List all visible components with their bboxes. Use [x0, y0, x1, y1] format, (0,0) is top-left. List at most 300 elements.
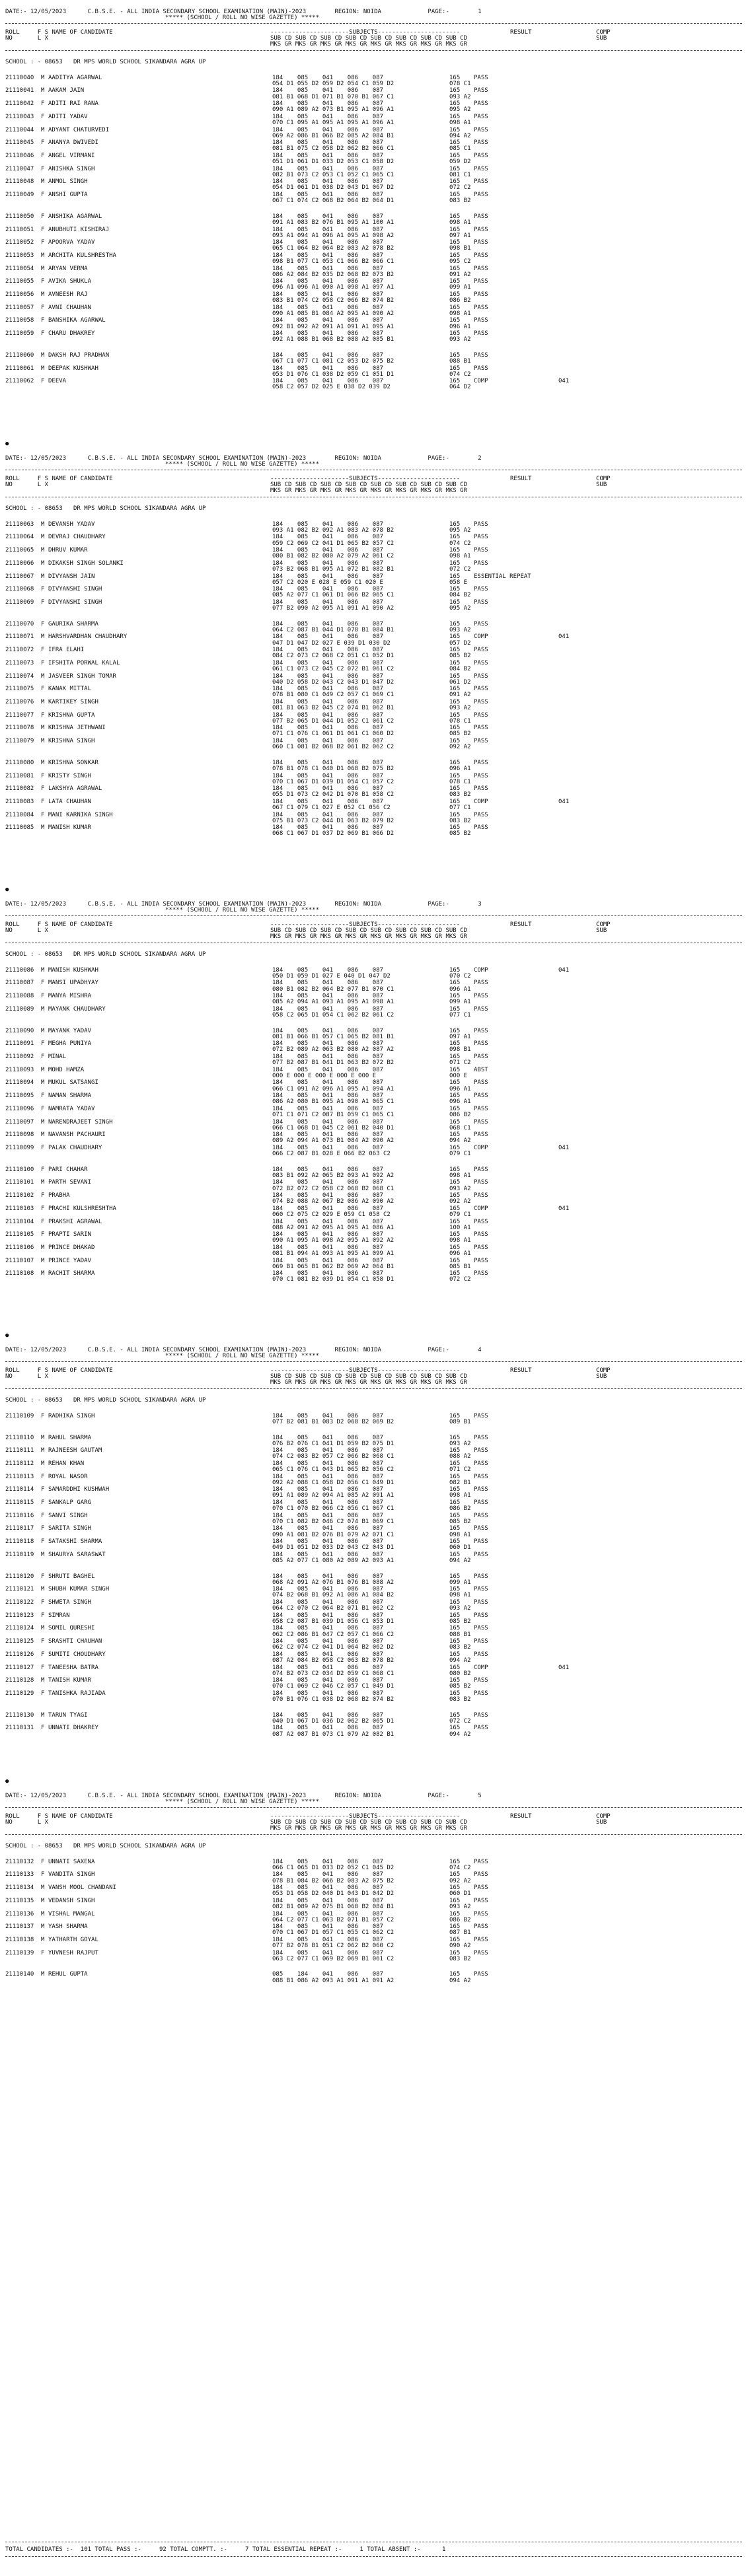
subject-codes: 184 085 041 086 087: [272, 1244, 383, 1251]
extra-grade: 082 B1: [449, 1479, 471, 1486]
subject-codes: 184 085 041 086 087: [272, 1725, 383, 1732]
roll-number: 21110065: [5, 547, 34, 554]
roll-number: 21110073: [5, 659, 34, 666]
sex-code: M: [41, 351, 45, 359]
total-code: 165: [449, 1599, 461, 1606]
result-status: PASS: [474, 1218, 488, 1225]
result-status: PASS: [474, 1027, 488, 1034]
result-status: PASS: [474, 1599, 488, 1606]
extra-grade: 094 A2: [449, 1137, 471, 1145]
roll-number: 21110095: [5, 1092, 34, 1100]
result-status: PASS: [474, 304, 488, 311]
total-code: 165: [449, 534, 461, 541]
divider: [5, 23, 742, 24]
roll-number: 21110056: [5, 291, 34, 298]
result-status: PASS: [474, 620, 488, 627]
candidate-name: SARITA SINGH: [48, 1525, 92, 1532]
subject-codes: 184 085 041 086 087: [272, 213, 383, 220]
roll-number: 21110111: [5, 1447, 34, 1454]
extra-grade: 091 A2: [449, 692, 471, 699]
marks-grades: 073 B2 068 B1 095 A1 072 B1 082 B1: [272, 565, 394, 573]
total-code: 165: [449, 213, 461, 220]
extra-grade: 090 A2: [449, 1943, 471, 1949]
extra-grade: 098 A1: [449, 1237, 471, 1244]
extra-grade: 072 C2: [449, 184, 471, 192]
roll-number: 21110045: [5, 139, 34, 147]
candidate-name: YATHARTH GOYAL: [48, 1936, 98, 1943]
roll-number: 21110115: [5, 1499, 34, 1506]
sex-code: M: [41, 1971, 45, 1978]
result-status: PASS: [474, 1936, 488, 1943]
extra-grade: 072 C2: [449, 565, 471, 573]
candidate-name: NAVANSH PACHAURI: [48, 1131, 106, 1139]
extra-grade: 074 C2: [449, 540, 471, 547]
extra-grade: 068 C1: [449, 1124, 471, 1131]
total-code: 165: [449, 966, 461, 974]
total-code: 165: [449, 365, 461, 372]
roll-number: 21110134: [5, 1884, 34, 1892]
sex-code: M: [41, 559, 45, 567]
column-header: NO L X SUB CD SUB CD SUB CD SUB CD SUB CD SUB CD SUB CD SUB CD SUB: [5, 1819, 607, 1826]
result-status: PASS: [474, 1499, 488, 1506]
marks-grades: 068 C1 067 D1 037 D2 069 B1 066 D2: [272, 830, 394, 838]
page-subheader: ***** (SCHOOL / ROLL NO WISE GAZETTE) *****: [165, 461, 319, 468]
total-code: 165: [449, 1027, 461, 1034]
total-code: 165: [449, 278, 461, 285]
divider: [5, 50, 742, 51]
subject-codes: 184 085 041 086 087: [272, 192, 383, 198]
candidate-name: DEEPAK KUSHWAH: [48, 365, 98, 372]
result-status: PASS: [474, 559, 488, 567]
marks-grades: 080 B1 082 B2 080 A2 079 A2 061 C2: [272, 553, 394, 560]
roll-number: 21110074: [5, 672, 34, 680]
subject-codes: 184 085 041 086 087: [272, 1512, 383, 1519]
total-code: 165: [449, 1725, 461, 1732]
roll-number: 21110127: [5, 1664, 34, 1671]
candidate-name: SATAKSHI SHARMA: [48, 1538, 102, 1546]
subject-codes: 184 085 041 086 087: [272, 178, 383, 186]
subject-codes: 184 085 041 086 087: [272, 785, 383, 793]
marks-grades: 085 A2 077 C1 061 D1 066 B2 065 C1: [272, 592, 394, 599]
extra-grade: 093 A2: [449, 336, 471, 343]
extra-grade: 088 A2: [449, 1453, 471, 1460]
result-status: COMP: [474, 1144, 488, 1151]
roll-number: 21110041: [5, 87, 34, 94]
total-code: 165: [449, 1573, 461, 1580]
result-status: PASS: [474, 365, 488, 372]
candidate-name: ADITI RAI RANA: [48, 100, 98, 108]
result-status: PASS: [474, 1512, 488, 1519]
roll-number: 21110140: [5, 1971, 34, 1978]
marks-grades: 071 C1 071 C2 087 B1 059 C1 065 C1: [272, 1111, 394, 1118]
roll-number: 21110121: [5, 1586, 34, 1593]
candidate-name: SAMARDDHI KUSHWAH: [48, 1486, 110, 1493]
roll-number: 21110079: [5, 738, 34, 744]
marks-grades: 088 B1 086 A2 093 A1 091 A1 091 A2: [272, 1977, 394, 1984]
candidate-name: REHUL GUPTA: [48, 1971, 88, 1978]
sex-code: F: [41, 1599, 45, 1606]
extra-grade: 072 C2: [449, 1717, 471, 1725]
total-code: 165: [449, 1677, 461, 1684]
candidate-name: SANVI SINGH: [48, 1512, 88, 1519]
marks-grades: 081 B1 075 C2 058 D2 062 B2 066 C1: [272, 145, 394, 153]
marks-grades: 077 B2 078 B1 051 C2 062 B2 060 C2: [272, 1943, 394, 1949]
candidate-name: IFSHITA PORWAL KALAL: [48, 659, 120, 666]
candidate-name: ANMOL SINGH: [48, 178, 88, 186]
candidate-name: RADHIKA SINGH: [48, 1412, 95, 1419]
total-code: 165: [449, 1144, 461, 1151]
subject-codes: 184 085 041 086 087: [272, 993, 383, 1000]
total-code: 165: [449, 1066, 461, 1073]
extra-grade: 084 B2: [449, 592, 471, 599]
marks-grades: 070 C1 069 C2 046 C2 057 C1 049 D1: [272, 1683, 394, 1690]
subject-codes: 184 085 041 086 087: [272, 1105, 383, 1112]
extra-grade: 061 D2: [449, 678, 471, 686]
marks-grades: 055 D1 073 C2 042 D1 070 B1 058 C2: [272, 791, 394, 799]
extra-grade: 086 B2: [449, 1916, 471, 1923]
total-code: 165: [449, 126, 461, 133]
result-status: PASS: [474, 1486, 488, 1493]
result-status: PASS: [474, 1257, 488, 1264]
roll-number: 21110042: [5, 100, 34, 108]
result-status: PASS: [474, 100, 488, 108]
result-status: PASS: [474, 1711, 488, 1719]
extra-grade: 077 C1: [449, 805, 471, 811]
candidate-name: ADITI YADAV: [48, 113, 88, 120]
total-code: 165: [449, 785, 461, 793]
roll-number: 21110050: [5, 213, 34, 220]
total-code: 165: [449, 1971, 461, 1978]
marks-grades: 075 B1 073 C2 044 D1 063 B2 079 B2: [272, 817, 394, 824]
subject-codes: 184 085 041 086 087: [272, 573, 383, 580]
total-code: 165: [449, 1897, 461, 1904]
subject-codes: 184 085 041 086 087: [272, 1538, 383, 1546]
marks-grades: 054 D1 061 D1 038 D2 043 D1 067 D2: [272, 184, 394, 192]
total-code: 165: [449, 547, 461, 554]
roll-number: 21110093: [5, 1066, 34, 1073]
sex-code: M: [41, 1005, 45, 1013]
marks-grades: 091 A1 089 A2 094 A1 085 A2 091 A1: [272, 1492, 394, 1499]
marks-grades: 074 B2 073 C2 034 D2 059 C1 068 C1: [272, 1670, 394, 1677]
subject-codes: 184 085 041 086 087: [272, 1179, 383, 1186]
sex-code: M: [41, 1551, 45, 1558]
candidate-name: YASH SHARMA: [48, 1923, 88, 1931]
marks-grades: 067 C1 077 C1 081 C2 053 D2 075 B2: [272, 358, 394, 365]
extra-grade: 071 C2: [449, 1466, 471, 1473]
roll-number: 21110062: [5, 378, 34, 385]
total-code: 165: [449, 633, 461, 641]
candidate-name: ANGEL VIRMANI: [48, 152, 95, 159]
subject-codes: 184 085 041 086 087: [272, 1486, 383, 1493]
result-status: PASS: [474, 672, 488, 680]
marks-grades: 082 B1 073 C2 053 C1 052 C1 065 C1: [272, 171, 394, 178]
extra-grade: 074 C2: [449, 1864, 471, 1871]
subject-codes: 184 085 041 086 087: [272, 586, 383, 593]
sex-code: F: [41, 1205, 45, 1212]
subject-codes: 184 085 041 086 087: [272, 798, 383, 805]
total-code: 165: [449, 1079, 461, 1087]
roll-number: 21110100: [5, 1166, 34, 1173]
page-marker: ●: [5, 1332, 9, 1339]
extra-grade: 071 C2: [449, 1059, 471, 1067]
marks-grades: 064 C2 077 C1 063 B2 071 B1 057 C2: [272, 1916, 394, 1923]
result-status: PASS: [474, 1179, 488, 1186]
total-code: 165: [449, 1257, 461, 1264]
total-code: 165: [449, 798, 461, 805]
sex-code: M: [41, 759, 45, 766]
subject-codes: 184 085 041 086 087: [272, 317, 383, 324]
sex-code: F: [41, 586, 45, 593]
roll-number: 21110116: [5, 1512, 34, 1519]
candidate-name: ANSHIKA AGARWAL: [48, 213, 102, 220]
marks-grades: 051 D1 061 D1 033 D2 053 C1 058 D2: [272, 159, 394, 165]
marks-grades: 072 B2 072 C2 058 C2 068 B2 068 C1: [272, 1185, 394, 1192]
subject-codes: 184 085 041 086 087: [272, 966, 383, 974]
candidate-name: SRASHTI CHAUHAN: [48, 1638, 102, 1645]
result-status: PASS: [474, 1612, 488, 1619]
marks-grades: 077 B2 081 B1 083 D2 068 B2 069 B2: [272, 1418, 394, 1425]
subject-codes: 184 085 041 086 087: [272, 1257, 383, 1264]
marks-grades: 060 C2 075 C2 029 E 059 C1 058 C2: [272, 1211, 391, 1218]
result-status: PASS: [474, 178, 488, 186]
subject-codes: 184 085 041 086 087: [272, 1473, 383, 1480]
subject-codes: 184 085 041 086 087: [272, 165, 383, 172]
result-status: PASS: [474, 213, 488, 220]
result-status: PASS: [474, 811, 488, 818]
candidate-name: KRISHNA JETHWANI: [48, 725, 106, 732]
column-header: ROLL F S NAME OF CANDIDATE ----------------------SUBJECTS----------------------- RESULT COMP: [5, 476, 611, 483]
candidate-name: RAHUL SHARMA: [48, 1434, 92, 1441]
extra-grade: 094 A2: [449, 1657, 471, 1664]
extra-grade: 083 B2: [449, 1955, 471, 1962]
roll-number: 21110081: [5, 772, 34, 779]
subject-codes: 184 085 041 086 087: [272, 647, 383, 654]
extra-grade: 093 A2: [449, 93, 471, 100]
sex-code: M: [41, 547, 45, 554]
result-status: PASS: [474, 192, 488, 198]
subject-codes: 184 085 041 086 087: [272, 772, 383, 779]
roll-number: 21110087: [5, 980, 34, 987]
extra-grade: 083 B2: [449, 197, 471, 205]
sex-code: F: [41, 711, 45, 719]
subject-codes: 184 085 041 086 087: [272, 811, 383, 818]
extra-grade: 092 A2: [449, 1198, 471, 1205]
subject-codes: 184 085 041 086 087: [272, 547, 383, 554]
extra-grade: 072 C2: [449, 1276, 471, 1283]
roll-number: 21110129: [5, 1690, 34, 1697]
extra-grade: 000 E: [449, 1072, 468, 1079]
result-status: PASS: [474, 1897, 488, 1904]
sex-code: F: [41, 100, 45, 108]
sex-code: F: [41, 113, 45, 120]
total-code: 165: [449, 1949, 461, 1956]
school-line: SCHOOL : - 08653 DR MPS WORLD SCHOOL SIKANDARA AGRA UP: [5, 58, 206, 65]
sex-code: F: [41, 1949, 45, 1956]
extra-grade: 086 B2: [449, 1505, 471, 1513]
candidate-name: VISHAL MANGAL: [48, 1910, 95, 1917]
extra-grade: 094 A2: [449, 132, 471, 139]
total-code: 165: [449, 239, 461, 246]
sex-code: F: [41, 1166, 45, 1173]
total-code: 165: [449, 1651, 461, 1658]
page-subheader: ***** (SCHOOL / ROLL NO WISE GAZETTE) *****: [165, 1353, 319, 1360]
extra-grade: 087 B1: [449, 1929, 471, 1937]
subject-codes: 184 085 041 086 087: [272, 74, 383, 81]
sex-code: M: [41, 1257, 45, 1264]
total-code: 165: [449, 1884, 461, 1892]
subject-codes: 184 085 041 086 087: [272, 1027, 383, 1034]
extra-grade: 081 C1: [449, 171, 471, 178]
extra-grade: 096 A1: [449, 1085, 471, 1092]
extra-grade: 098 A1: [449, 1592, 471, 1599]
extra-grade: 059 D2: [449, 159, 471, 165]
result-status: PASS: [474, 165, 488, 172]
result-status: PASS: [474, 239, 488, 246]
subject-codes: 184 085 041 086 087: [272, 725, 383, 732]
sex-code: F: [41, 993, 45, 1000]
total-code: 165: [449, 1005, 461, 1013]
subject-codes: 184 085 041 086 087: [272, 113, 383, 120]
page-subheader: ***** (SCHOOL / ROLL NO WISE GAZETTE) *****: [165, 907, 319, 914]
subject-codes: 184 085 041 086 087: [272, 278, 383, 285]
candidate-name: HARSHVARDHAN CHAUDHARY: [48, 633, 128, 641]
extra-grade: 094 A2: [449, 1557, 471, 1564]
result-status: PASS: [474, 1923, 488, 1931]
candidate-name: TARUN TYAGI: [48, 1711, 88, 1719]
sex-code: F: [41, 1092, 45, 1100]
total-code: 165: [449, 1447, 461, 1454]
sex-code: M: [41, 1270, 45, 1277]
roll-number: 21110082: [5, 785, 34, 793]
divider: [5, 1361, 742, 1362]
marks-grades: 074 B2 088 A2 067 B2 086 A2 090 A2: [272, 1198, 394, 1205]
comp-subject: 041: [558, 966, 570, 974]
sex-code: F: [41, 317, 45, 324]
candidate-name: UNNATI SAXENA: [48, 1858, 95, 1865]
extra-grade: 085 B2: [449, 653, 471, 660]
result-status: PASS: [474, 1105, 488, 1112]
subject-codes: 184 085 041 086 087: [272, 1270, 383, 1277]
subject-codes: 184 085 041 086 087: [272, 152, 383, 159]
candidate-name: MINAL: [48, 1054, 67, 1060]
marks-grades: 064 C2 070 C2 064 B2 071 B1 062 C2: [272, 1605, 394, 1612]
roll-number: 21110139: [5, 1949, 34, 1956]
extra-grade: 085 C1: [449, 145, 471, 153]
candidate-name: TANISHKA RAJIADA: [48, 1690, 106, 1697]
page-marker: ●: [5, 1778, 9, 1785]
marks-grades: 070 C1 095 A1 095 A1 095 A1 096 A1: [272, 119, 394, 126]
extra-grade: 093 A2: [449, 1440, 471, 1447]
column-header: MKS GR MKS GR MKS GR MKS GR MKS GR MKS GR MKS GR MKS GR: [5, 1825, 467, 1832]
extra-grade: 095 A2: [449, 526, 471, 534]
extra-grade: 064 D2: [449, 384, 471, 391]
subject-codes: 184 085 041 086 087: [272, 1144, 383, 1151]
roll-number: 21110061: [5, 365, 34, 372]
result-status: PASS: [474, 1192, 488, 1199]
result-status: PASS: [474, 87, 488, 94]
total-code: 165: [449, 1625, 461, 1632]
result-status: PASS: [474, 1690, 488, 1697]
column-header: ROLL F S NAME OF CANDIDATE ----------------------SUBJECTS----------------------- RESULT COMP: [5, 29, 611, 36]
sex-code: F: [41, 1040, 45, 1048]
total-code: 165: [449, 165, 461, 172]
subject-codes: 184 085 041 086 087: [272, 1066, 383, 1073]
result-status: PASS: [474, 686, 488, 693]
extra-grade: 083 B2: [449, 1644, 471, 1651]
result-status: COMP: [474, 798, 488, 805]
marks-grades: 076 B2 076 C1 041 D1 059 B2 075 D1: [272, 1440, 394, 1447]
total-code: 165: [449, 698, 461, 705]
candidate-name: KANAK MITTAL: [48, 686, 92, 693]
sex-code: M: [41, 672, 45, 680]
candidate-name: DEVRAJ CHAUDHARY: [48, 534, 106, 541]
sex-code: M: [41, 738, 45, 744]
candidate-name: NARENDRAJEET SINGH: [48, 1118, 113, 1126]
sex-code: M: [41, 1447, 45, 1454]
page-subheader: ***** (SCHOOL / ROLL NO WISE GAZETTE) *****: [165, 1799, 319, 1806]
total-code: 165: [449, 139, 461, 147]
total-code: 165: [449, 1551, 461, 1558]
total-code: 165: [449, 1205, 461, 1212]
subject-codes: 184 085 041 086 087: [272, 759, 383, 766]
column-header: ROLL F S NAME OF CANDIDATE ----------------------SUBJECTS----------------------- RESULT COMP: [5, 1367, 611, 1375]
candidate-name: UNNATI DHAKREY: [48, 1725, 98, 1732]
result-status: PASS: [474, 598, 488, 606]
candidate-name: PARTH SEVANI: [48, 1179, 92, 1186]
result-status: PASS: [474, 785, 488, 793]
result-status: PASS: [474, 1538, 488, 1546]
total-code: 165: [449, 1486, 461, 1493]
marks-grades: 077 B2 087 B1 041 D1 063 B2 072 B2: [272, 1059, 394, 1067]
result-status: PASS: [474, 1573, 488, 1580]
extra-grade: 098 A1: [449, 310, 471, 317]
roll-number: 21110106: [5, 1244, 34, 1251]
extra-grade: 095 C2: [449, 258, 471, 265]
candidate-name: DEEVA: [48, 378, 67, 385]
column-header: NO L X SUB CD SUB CD SUB CD SUB CD SUB CD SUB CD SUB CD SUB CD SUB: [5, 35, 607, 42]
subject-codes: 184 085 041 086 087: [272, 1218, 383, 1225]
total-code: 165: [449, 811, 461, 818]
extra-grade: 080 B2: [449, 1670, 471, 1677]
candidate-name: MUKUL SATSANGI: [48, 1079, 98, 1087]
roll-number: 21110126: [5, 1651, 34, 1658]
roll-number: 21110094: [5, 1079, 34, 1087]
subject-codes: 184 085 041 086 087: [272, 620, 383, 627]
total-code: 165: [449, 1460, 461, 1467]
extra-grade: 096 A1: [449, 765, 471, 772]
sex-code: F: [41, 1218, 45, 1225]
roll-number: 21110104: [5, 1218, 34, 1225]
marks-grades: 088 A2 091 A2 095 A1 095 A1 086 A1: [272, 1224, 394, 1231]
total-code: 165: [449, 672, 461, 680]
marks-grades: 060 C1 081 B2 068 B2 061 B2 062 C2: [272, 744, 394, 751]
sex-code: M: [41, 1079, 45, 1087]
subject-codes: 184 085 041 086 087: [272, 1205, 383, 1212]
result-status: PASS: [474, 1525, 488, 1532]
marks-grades: 082 B1 089 A2 075 B1 068 B2 084 B1: [272, 1903, 394, 1910]
roll-number: 21110044: [5, 126, 34, 133]
roll-number: 21110076: [5, 698, 34, 705]
candidate-name: RACHIT SHARMA: [48, 1270, 95, 1277]
column-header: ROLL F S NAME OF CANDIDATE ----------------------SUBJECTS----------------------- RESULT COMP: [5, 1813, 611, 1820]
marks-grades: 087 A2 087 B1 073 C1 079 A2 082 B1: [272, 1731, 394, 1738]
school-line: SCHOOL : - 08653 DR MPS WORLD SCHOOL SIKANDARA AGRA UP: [5, 1842, 206, 1849]
sex-code: F: [41, 598, 45, 606]
sex-code: F: [41, 620, 45, 627]
roll-number: 21110052: [5, 239, 34, 246]
sex-code: F: [41, 330, 45, 338]
roll-number: 21110055: [5, 278, 34, 285]
